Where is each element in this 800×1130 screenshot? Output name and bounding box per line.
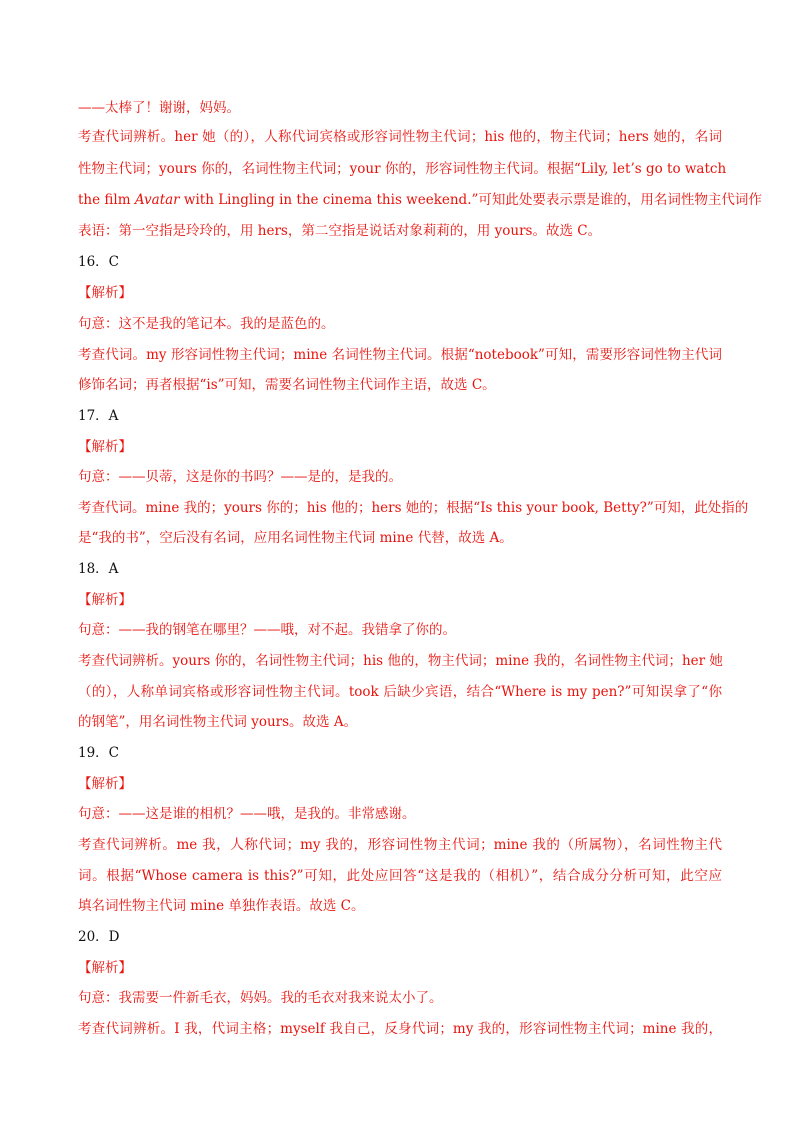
q16-analysis-line-1: 考查代词。my 形容词性物主代词；mine 名词性物主代词。根据“notebook”可知，需要形容词性物主代词 [78, 347, 722, 363]
q17-number: 17．A [78, 408, 119, 424]
q19-analysis-tag: 【解析】 [78, 776, 132, 792]
film-title-avatar: Avatar [134, 192, 180, 208]
q16-analysis-line-2: 修饰名词；再者根据“is”可知，需要名词性物主代词作主语，故选 C。 [78, 377, 496, 393]
q15-answer-translation: ——太棒了！谢谢，妈妈。 [78, 100, 240, 116]
q20-number: 20．D [78, 929, 120, 945]
q20-analysis-tag: 【解析】 [78, 960, 132, 976]
q17-analysis-line-2: 是“我的书”，空后没有名词，应用名词性物主代词 mine 代替，故选 A。 [78, 530, 513, 546]
q15-analysis-line-3-a: the film [78, 192, 135, 208]
q18-analysis-tag: 【解析】 [78, 592, 132, 608]
q19-translation: 句意：——这是谁的相机？——哦，是我的。非常感谢。 [78, 806, 416, 822]
q15-analysis-line-3 [78, 192, 762, 208]
q15-analysis-line-2: 性物主代词；yours 你的，名词性物主代词；your 你的，形容词性物主代词。根据“Lily, let’s go to watch [78, 161, 727, 177]
q18-analysis-line-1: 考查代词辨析。yours 你的，名词性物主代词；his 他的，物主代词；mine 我的，名词性物主代词；her 她 [78, 653, 723, 669]
q18-translation: 句意：——我的钢笔在哪里？——哦，对不起。我错拿了你的。 [78, 622, 456, 638]
q15-analysis-line-3-c: with Lingling in the cinema this weekend.”可知此处要表示票是谁的，用名词性物主代词作 [179, 192, 762, 208]
q17-translation: 句意：——贝蒂，这是你的书吗？——是的，是我的。 [78, 469, 402, 485]
q19-analysis-line-3: 填名词性物主代词 mine 单独作表语。故选 C。 [78, 898, 365, 914]
q18-analysis-line-3: 的钢笔”，用名词性物主代词 yours。故选 A。 [78, 714, 358, 730]
q16-number: 16．C [78, 254, 120, 270]
q20-translation: 句意：我需要一件新毛衣，妈妈。我的毛衣对我来说太小了。 [78, 990, 443, 1006]
q15-analysis-line-1: 考查代词辨析。her 她（的），人称代词宾格或形容词性物主代词；his 他的，物主代词；hers 她的，名词 [78, 129, 722, 145]
q20-analysis-line-1: 考查代词辨析。I 我，代词主格；myself 我自己，反身代词；my 我的，形容词性物主代词；mine 我的， [78, 1021, 722, 1037]
q19-analysis-line-2: 词。根据“Whose camera is this?”可知，此处应回答“这是我的（相机）”，结合成分分析可知，此空应 [78, 868, 722, 884]
q18-analysis-line-2: （的），人称单词宾格或形容词性物主代词。took 后缺少宾语，结合“Where is my pen?”可知误拿了“你 [78, 684, 722, 700]
q17-analysis-line-1: 考查代词。mine 我的；yours 你的；his 他的；hers 她的；根据“Is this your book, Betty?”可知，此处指的 [78, 500, 749, 516]
q15-analysis-line-4: 表语：第一空指是玲玲的，用 hers，第二空指是说话对象莉莉的，用 yours。故选 C。 [78, 223, 602, 239]
q17-analysis-tag: 【解析】 [78, 439, 132, 455]
q19-analysis-line-1: 考查代词辨析。me 我，人称代词；my 我的，形容词性物主代词；mine 我的（所属物），名词性物主代 [78, 837, 722, 853]
q16-analysis-tag: 【解析】 [78, 285, 132, 301]
q16-translation: 句意：这不是我的笔记本。我的是蓝色的。 [78, 316, 335, 332]
q19-number: 19．C [78, 745, 120, 761]
q18-number: 18．A [78, 561, 119, 577]
